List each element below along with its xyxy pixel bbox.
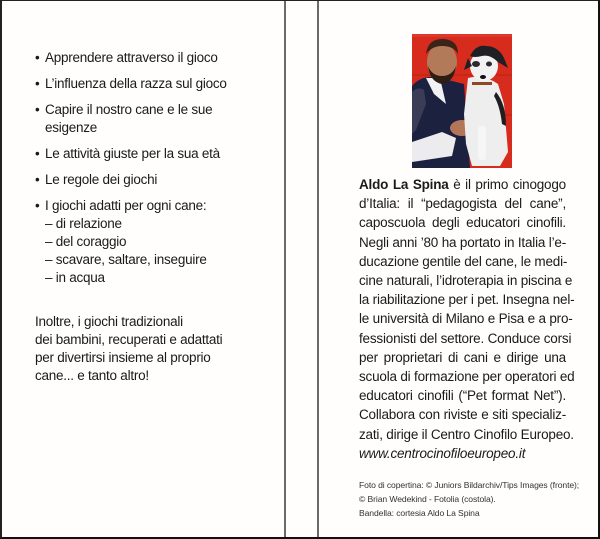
bio-line: cine naturali, l’idroterapia in piscina e — [359, 273, 573, 289]
credit-line: © Brian Wedekind - Fotolia (costola). — [359, 494, 496, 504]
bio-line: d’Italia: il “pedagogista del cane”, — [359, 196, 566, 212]
bullet-icon: • — [35, 198, 40, 213]
list-item-text: Apprendere attraverso il gioco — [45, 50, 218, 65]
paragraph-line: Inoltre, i giochi tradizionali — [35, 314, 183, 329]
credit-line: Bandella: cortesia Aldo La Spina — [359, 508, 480, 518]
contents-panel — [35, 49, 275, 385]
bio-line: Collabora con riviste e siti specializ- — [359, 407, 566, 423]
bullet-icon: • — [35, 172, 40, 187]
sub-list-item: – scavare, saltare, inseguire — [45, 252, 207, 267]
website-link[interactable]: www.centrocinofiloeuropeo.it — [359, 445, 526, 461]
sub-list-item: – in acqua — [45, 270, 105, 285]
bio-line: le università di Milano e Pisa e a pro- — [359, 311, 573, 327]
bullet-icon: • — [35, 50, 40, 65]
list-item-text: I giochi adatti per ogni cane: — [45, 198, 207, 213]
topics-list — [35, 49, 275, 287]
bio-line: educatori cinofili (“Pet format Net”). — [359, 388, 566, 404]
bio-line — [359, 175, 566, 194]
list-item-text-cont: esigenze — [45, 120, 98, 135]
author-with-dog-illustration — [412, 34, 512, 168]
bio-line: ducazione gentile del cane, le medi- — [359, 253, 568, 269]
bio-line: per proprietari di cani e dirige una — [359, 349, 566, 365]
list-item — [35, 75, 275, 93]
sub-list-item: – di relazione — [45, 216, 122, 231]
list-item-text: Le attività giuste per la sua età — [45, 146, 220, 161]
bio-line: caposcuola degli educatori cinofili. — [359, 215, 566, 231]
game-types-list — [45, 215, 275, 287]
bio-text: è il primo cinogogo — [448, 177, 566, 192]
author-photo — [412, 34, 512, 168]
paragraph-line: dei bambini, recuperati e adattati — [35, 332, 223, 347]
list-item — [35, 49, 275, 67]
list-item-text: Le regole dei giochi — [45, 172, 158, 187]
bullet-icon: • — [35, 102, 40, 117]
closing-paragraph — [35, 313, 275, 385]
fold-line-right — [317, 1, 319, 537]
list-item-text: L’influenza della razza sul gioco — [45, 76, 227, 91]
list-item — [35, 101, 275, 137]
bio-line: fessionisti del settore. Conduce corsi — [359, 330, 572, 346]
list-item — [35, 145, 275, 163]
bio-line: scuola di formazione per operatori ed — [359, 369, 575, 385]
photo-credits — [359, 478, 599, 520]
list-item-text: Capire il nostro cane e le sue — [45, 102, 213, 117]
paragraph-line: cane... e tanto altro! — [35, 368, 149, 383]
paragraph-line: per divertirsi insieme al proprio — [35, 350, 211, 365]
sub-list-item: – del coraggio — [45, 234, 127, 249]
list-item — [35, 197, 275, 287]
author-name: Aldo La Spina — [359, 177, 449, 192]
author-bio — [359, 175, 575, 463]
bio-line: Negli anni ’80 ha portato in Italia l’e- — [359, 234, 566, 250]
list-item — [35, 171, 275, 189]
bio-line: la riabilitazione per i pet. Insegna nel- — [359, 292, 575, 308]
bio-line: zati, dirige il Centro Cinofilo Europeo. — [359, 426, 574, 442]
bullet-icon: • — [35, 76, 40, 91]
bullet-icon: • — [35, 146, 40, 161]
credit-line: Foto di copertina: © Juniors Bildarchiv/Tips Images (fronte); — [359, 480, 580, 490]
fold-line-left — [284, 1, 286, 537]
